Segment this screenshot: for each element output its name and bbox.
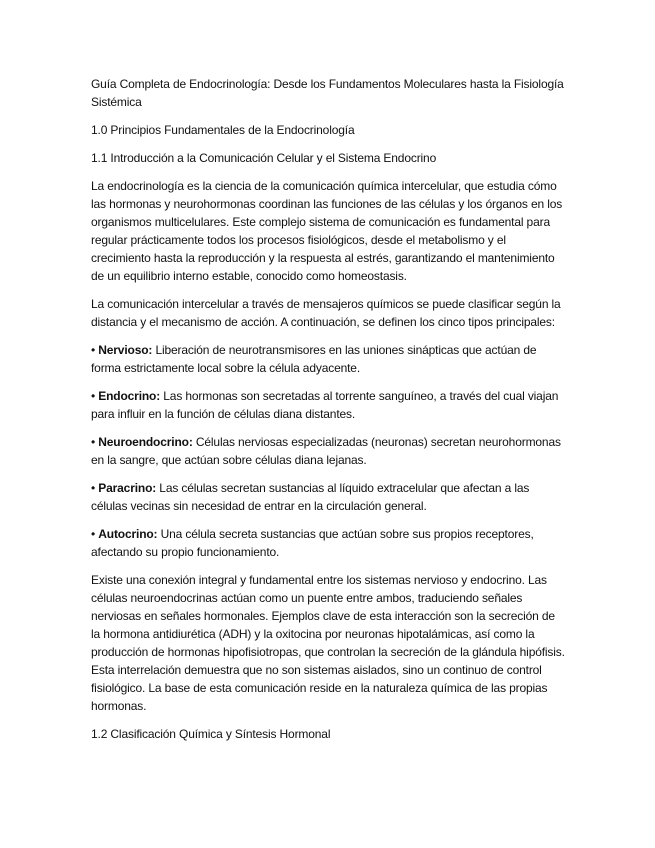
bullet-term: Neuroendocrino:: [98, 435, 193, 449]
bullet-text: Las hormonas son secretadas al torrente sanguíneo, a través del cual viajan para influir en la función de células diana distantes.: [91, 389, 559, 421]
bullet-text: Las células secretan sustancias al líquido extracelular que afectan a las células vecinas sin necesidad de entrar en la circulación general.: [91, 481, 530, 513]
section-heading-1-1: 1.1 Introducción a la Comunicación Celular y el Sistema Endocrino: [91, 151, 437, 165]
section-heading-1-0: 1.0 Principios Fundamentales de la Endocrinología: [91, 123, 355, 137]
bullet-text: Liberación de neurotransmisores en las uniones sinápticas que actúan de forma estrictamente local sobre la célula adyacente.: [91, 343, 537, 375]
bullet-item-paracrino: [91, 479, 567, 515]
document-title: Guía Completa de Endocrinología: Desde los Fundamentos Moleculares hasta la Fisiología Sistémica: [91, 77, 564, 109]
paragraph-intro: La endocrinología es la ciencia de la comunicación química intercelular, que estudia cómo las hormonas y neurohormonas coordinan las funciones de las células y los órganos en los organismos multicelulares. Este complejo sistema de comunicación es fundamental para regular prácticamente todos los procesos fisiológicos, desde el metabolismo y el crecimiento hasta la reproducción y la respuesta al estrés, garantizando el mantenimiento de un equilibrio interno estable, conocido como homeostasis.: [91, 179, 563, 283]
bullet-marker: •: [91, 343, 96, 357]
document-content: [91, 75, 567, 743]
bullet-term: Endocrino:: [98, 389, 161, 403]
paragraph-classification: La comunicación intercelular a través de mensajeros químicos se puede clasificar según la distancia y el mecanismo de acción. A continuación, se definen los cinco tipos principales:: [91, 297, 561, 329]
bullet-item-endocrino: [91, 387, 567, 423]
section-heading-1-2: 1.2 Clasificación Química y Síntesis Hormonal: [91, 727, 331, 741]
bullet-item-autocrino: [91, 525, 567, 561]
bullet-text: Una célula secreta sustancias que actúan sobre sus propios receptores, afectando su propio funcionamiento.: [91, 527, 534, 559]
bullet-marker: •: [91, 527, 96, 541]
bullet-term: Autocrino:: [98, 527, 158, 541]
bullet-item-neuroendocrino: [91, 433, 567, 469]
bullet-text: Células nerviosas especializadas (neuronas) secretan neurohormonas en la sangre, que actúan sobre células diana lejanas.: [91, 435, 561, 467]
bullet-term: Paracrino:: [98, 481, 157, 495]
bullet-marker: •: [91, 435, 96, 449]
paragraph-neuroendocrine-link: Existe una conexión integral y fundamental entre los sistemas nervioso y endocrino. Las células neuroendocrinas actúan como un puente entre ambos, traduciendo señales nerviosas en señales hormonales. Ejemplos clave de esta interacción son la secreción de la hormona antidiurética (ADH) y la oxitocina por neuronas hipotalámicas, así como la producción de hormonas hipofisiotropas, que controlan la secreción de la glándula hipófisis. Esta interrelación demuestra que no son sistemas aislados, sino un continuo de control fisiológico. La base de esta comunicación reside en la naturaleza química de las propias hormonas.: [91, 573, 565, 713]
bullet-term: Nervioso:: [98, 343, 153, 357]
bullet-marker: •: [91, 389, 96, 403]
bullet-marker: •: [91, 481, 96, 495]
bullet-item-nervioso: [91, 341, 567, 377]
